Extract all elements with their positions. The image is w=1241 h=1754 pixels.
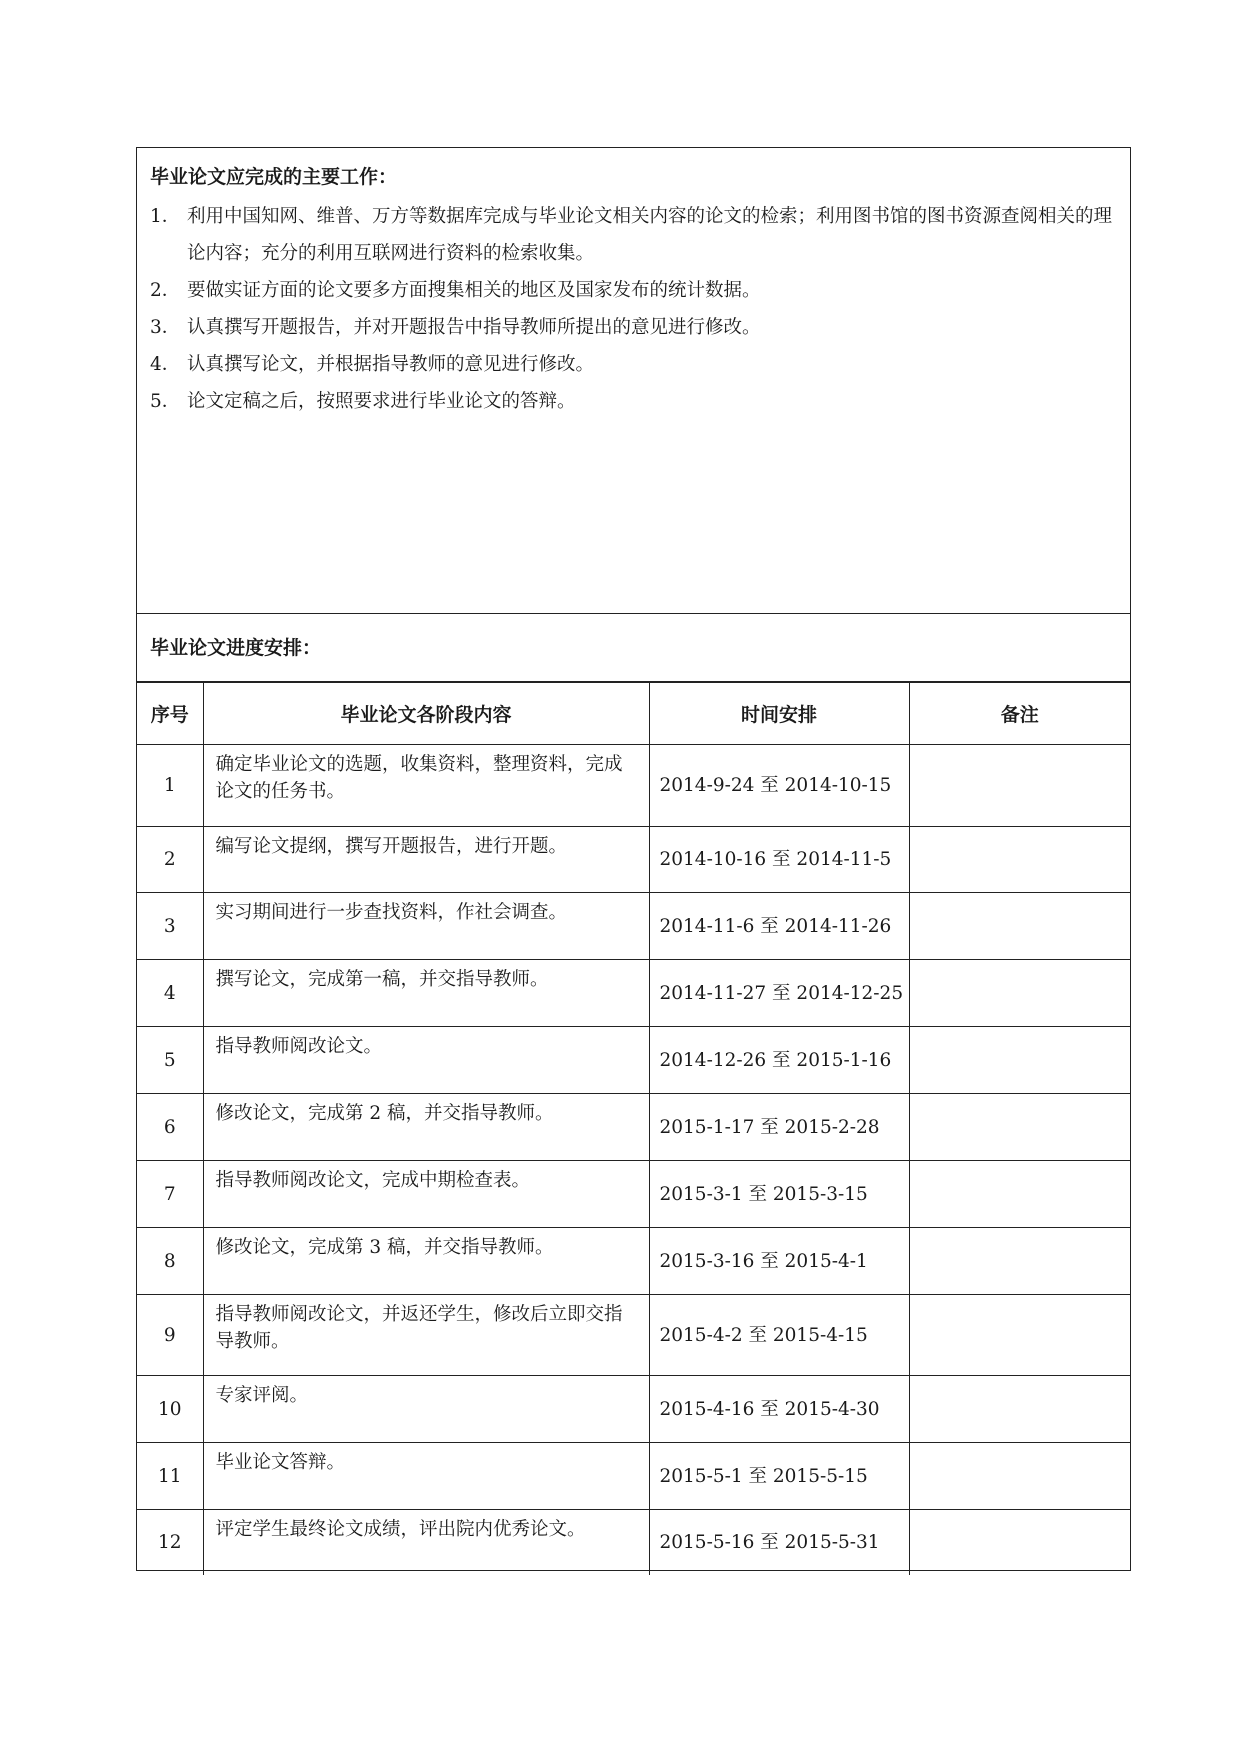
item-text: 认真撰写开题报告，并对开题报告中指导教师所提出的意见进行修改。 [187,317,761,338]
schedule-table [137,682,1130,1575]
row-content: 修改论文，完成第 3 稿，并交指导教师。 [203,1228,649,1295]
row-content: 编写论文提纲，撰写开题报告，进行开题。 [203,827,649,893]
row-index: 12 [137,1510,203,1575]
item-number: 4． [150,354,181,375]
row-content: 确定毕业论文的选题，收集资料，整理资料，完成论文的任务书。 [203,745,649,827]
row-content: 指导教师阅改论文，并返还学生，修改后立即交指导教师。 [203,1295,649,1376]
row-note [909,960,1130,1027]
row-content: 修改论文，完成第 2 稿，并交指导教师。 [203,1094,649,1161]
main-work-heading: 毕业论文应完成的主要工作： [150,166,398,188]
row-content: 指导教师阅改论文，完成中期检查表。 [203,1161,649,1228]
item-number: 2． [150,280,181,301]
row-index: 4 [137,960,203,1027]
table-row [137,745,1130,827]
row-content: 指导教师阅改论文。 [203,1027,649,1094]
col-header-time: 时间安排 [649,683,909,745]
row-note [909,1510,1130,1575]
row-time: 2014-11-27 至 2014-12-25 [649,960,909,1027]
item-number: 1． [150,206,181,227]
schedule-header-row [137,683,1130,745]
row-time: 2014-9-24 至 2014-10-15 [649,745,909,827]
item-number: 5． [150,391,181,412]
row-index: 1 [137,745,203,827]
main-work-list [150,198,1118,420]
main-work-section [137,148,1130,614]
col-header-index: 序号 [137,683,203,745]
col-header-content: 毕业论文各阶段内容 [203,683,649,745]
task-form-frame [136,147,1131,1571]
main-work-item [150,198,1118,272]
main-work-item [150,272,1118,309]
row-time: 2015-1-17 至 2015-2-28 [649,1094,909,1161]
main-work-item [150,346,1118,383]
row-note [909,1094,1130,1161]
row-content: 专家评阅。 [203,1376,649,1443]
table-row [137,1094,1130,1161]
table-row [137,1295,1130,1376]
table-row [137,1228,1130,1295]
row-index: 10 [137,1376,203,1443]
row-content: 实习期间进行一步查找资料，作社会调查。 [203,893,649,960]
row-content: 毕业论文答辩。 [203,1443,649,1510]
row-note [909,1228,1130,1295]
row-note [909,745,1130,827]
row-index: 7 [137,1161,203,1228]
item-text: 利用中国知网、维普、万方等数据库完成与毕业论文相关内容的论文的检索；利用图书馆的图书资源查阅相关的理论内容；充分的利用互联网进行资料的检索收集。 [187,206,1113,264]
table-row [137,1161,1130,1228]
row-index: 6 [137,1094,203,1161]
main-work-item [150,309,1118,346]
row-index: 2 [137,827,203,893]
row-time: 2015-4-16 至 2015-4-30 [649,1376,909,1443]
row-note [909,1027,1130,1094]
row-index: 11 [137,1443,203,1510]
table-row [137,960,1130,1027]
row-note [909,1443,1130,1510]
row-note [909,893,1130,960]
row-time: 2014-12-26 至 2015-1-16 [649,1027,909,1094]
table-row [137,893,1130,960]
row-content: 评定学生最终论文成绩，评出院内优秀论文。 [203,1510,649,1575]
item-text: 认真撰写论文，并根据指导教师的意见进行修改。 [187,354,595,375]
row-note [909,1376,1130,1443]
row-content: 撰写论文，完成第一稿，并交指导教师。 [203,960,649,1027]
row-index: 5 [137,1027,203,1094]
row-time: 2014-11-6 至 2014-11-26 [649,893,909,960]
row-note [909,1295,1130,1376]
item-text: 要做实证方面的论文要多方面搜集相关的地区及国家发布的统计数据。 [187,280,761,301]
row-time: 2015-5-1 至 2015-5-15 [649,1443,909,1510]
row-index: 9 [137,1295,203,1376]
table-row [137,1443,1130,1510]
table-row [137,827,1130,893]
row-note [909,827,1130,893]
col-header-note: 备注 [909,683,1130,745]
item-number: 3． [150,317,181,338]
row-index: 8 [137,1228,203,1295]
schedule-section-header [137,614,1130,682]
item-text: 论文定稿之后，按照要求进行毕业论文的答辩。 [187,391,576,412]
table-row [137,1510,1130,1575]
table-row [137,1027,1130,1094]
row-time: 2015-5-16 至 2015-5-31 [649,1510,909,1575]
main-work-item [150,383,1118,420]
row-time: 2014-10-16 至 2014-11-5 [649,827,909,893]
table-row [137,1376,1130,1443]
row-time: 2015-4-2 至 2015-4-15 [649,1295,909,1376]
row-note [909,1161,1130,1228]
row-index: 3 [137,893,203,960]
schedule-heading: 毕业论文进度安排： [150,637,322,659]
row-time: 2015-3-16 至 2015-4-1 [649,1228,909,1295]
row-time: 2015-3-1 至 2015-3-15 [649,1161,909,1228]
